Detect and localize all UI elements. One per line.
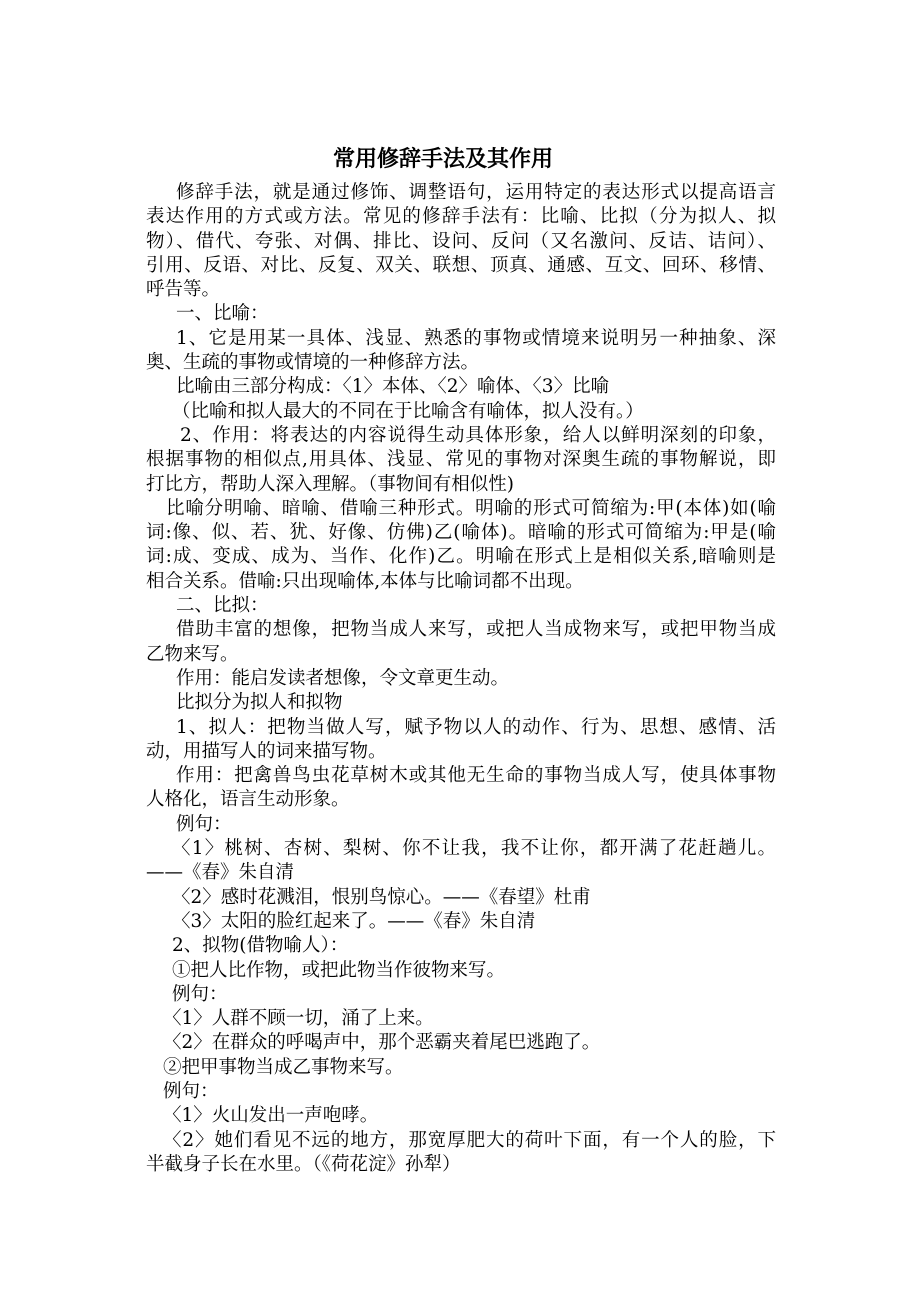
text-line: 引用、反语、对比、反复、双关、联想、顶真、通感、互文、回环、移情、 (146, 254, 776, 276)
section-heading: 二、比拟： (176, 595, 269, 617)
text-line: 2、拟物(借物喻人）： (172, 935, 349, 957)
text-line: 词:像、似、若、犹、好像、仿佛)乙(喻体)。暗喻的形式可简缩为:甲是(喻 (146, 522, 776, 544)
text-line: 作用：把禽兽鸟虫花草树木或其他无生命的事物当成人写，使具体事物 (176, 765, 776, 787)
text-line: 修辞手法，就是通过修饰、调整语句，运用特定的表达形式以提高语言 (176, 182, 776, 203)
text-line: 借助丰富的想像，把物当成人来写，或把人当成物来写，或把甲物当成 (176, 619, 776, 641)
text-line: 奥、生疏的事物或情境的一种修辞方法。 (146, 352, 480, 374)
text-line: ①把人比作物，或把此物当作彼物来写。 (172, 959, 506, 981)
text-line: 例句： (172, 983, 228, 1005)
example-line: ——《春》朱自清 (146, 862, 295, 884)
example-line: 〈3〉太阳的脸红起来了。——《春》朱自清 (172, 910, 536, 932)
text-line: 动，用描写人的词来描写物。 (146, 740, 387, 762)
example-line: 半截身子长在水里。（《荷花淀》孙犁） (146, 1153, 461, 1175)
example-line: 〈2〉感时花溅泪，恨别鸟惊心。——《春望》杜甫 (172, 886, 591, 908)
text-line: 词:成、变成、成为、当作、化作)乙。明喻在形式上是相似关系,暗喻则是 (146, 546, 776, 568)
text-line: 比喻分明喻、暗喻、借喻三种形式。明喻的形式可简缩为:甲(本体)如(喻 (166, 497, 776, 519)
text-line: 乙物来写。 (146, 643, 239, 665)
document-title: 常用修辞手法及其作用 (332, 147, 553, 172)
text-line: ②把甲事物当成乙事物来写。 (163, 1056, 404, 1078)
text-line: 根据事物的相似点,用具体、浅显、常见的事物对深奥生疏的事物解说，即 (146, 449, 776, 471)
text-line: 打比方，帮助人深入理解。（事物间有相似性) (146, 473, 514, 495)
example-line: 〈1〉人群不顾一切，涌了上来。 (163, 1008, 434, 1030)
text-line: 表达作用的方式或方法。常见的修辞手法有：比喻、比拟（分为拟人、拟 (146, 206, 776, 228)
text-line: 例句： (176, 813, 232, 835)
text-line: 1、它是用某一具体、浅显、熟悉的事物或情境来说明另一种抽象、深 (176, 327, 776, 349)
text-line: 2、作用：将表达的内容说得生动具体形象，给人以鲜明深刻的印象， (180, 424, 776, 446)
text-line: 1、拟人：把物当做人写，赋予物以人的动作、行为、思想、感情、活 (176, 716, 776, 738)
text-line: 人格化，语言生动形象。 (146, 789, 350, 811)
section-heading: 一、比喻： (176, 303, 269, 325)
text-line: （比喻和拟人最大的不同在于比喻含有喻体，拟人没有。） (172, 400, 644, 422)
text-line: 相合关系。借喻:只出现喻体,本体与比喻词都不出现。 (146, 570, 584, 592)
text-line: 比拟分为拟人和拟物 (176, 692, 343, 714)
example-line: 〈2〉在群众的呼喝声中，那个恶霸夹着尾巴逃跑了。 (163, 1032, 601, 1054)
text-line: 比喻由三部分构成：〈1〉本体、〈2〉喻体、〈3〉比喻 (176, 376, 610, 398)
example-line: 〈1〉火山发出一声咆哮。 (163, 1105, 379, 1127)
example-line: 〈1〉桃树、杏树、梨树、你不让我，我不让你，都开满了花赶趟儿。 (172, 838, 776, 860)
text-line: 物）、借代、夸张、对偶、排比、设问、反问（又名激问、反诘、诘问）、 (146, 230, 776, 252)
document-body (146, 181, 776, 1177)
text-line: 呼告等。 (146, 279, 221, 301)
example-line: 〈2〉她们看见不远的地方，那宽厚肥大的荷叶下面，有一个人的脸，下 (163, 1129, 776, 1151)
text-line: 作用：能启发读者想像，令文章更生动。 (176, 667, 510, 689)
text-line: 例句： (163, 1080, 219, 1102)
